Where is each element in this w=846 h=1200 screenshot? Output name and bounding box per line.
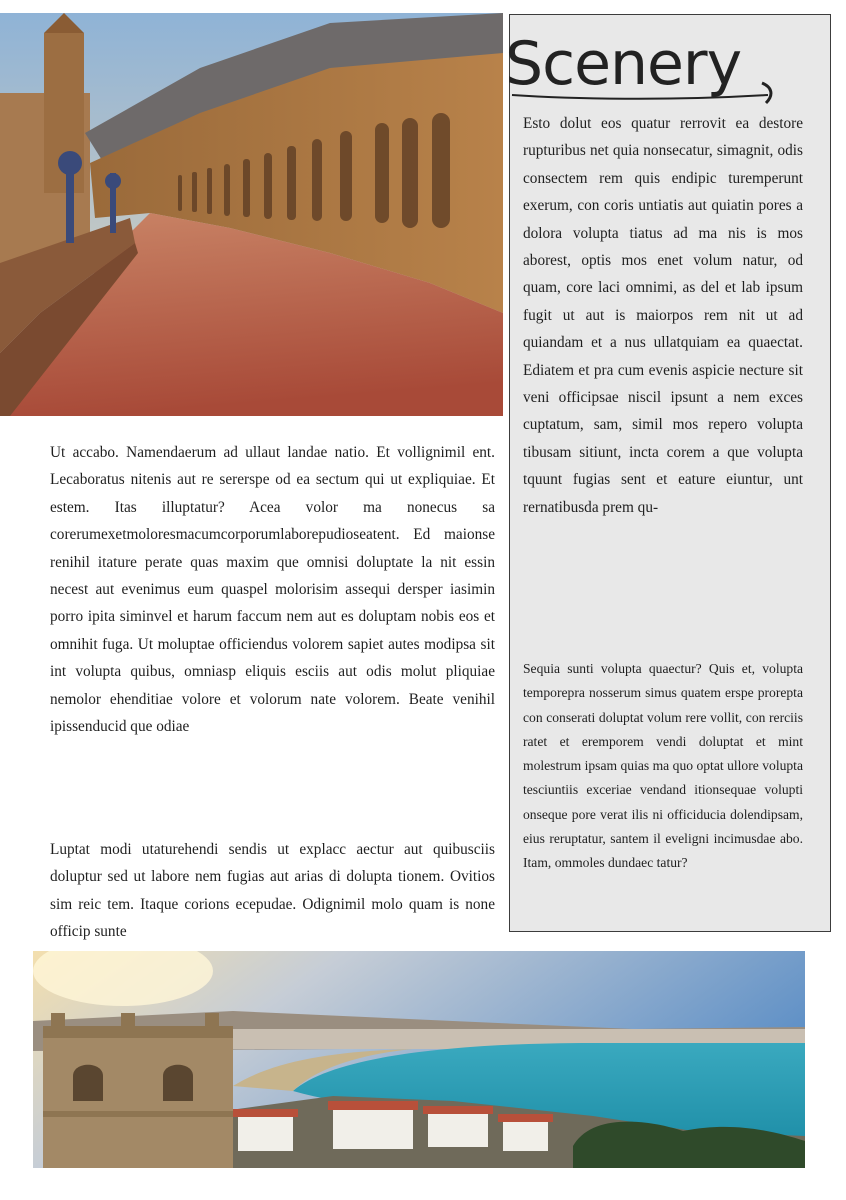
sidebar-paragraph-2: Sequia sunti volupta quaectur? Quis et, volupta temporepra nosserum simus quatem erspe prorepta con conserati doluptat volum rere vollit, con rerciis ratet et eremporem vendi doluptat et mint molestrum ipsam quias ma quo optat ullore volupta tesciuntiis exceriae vendand itionsequae volupti onseque pore verat ilis ni officiducia dolendipsam, eius reruptatur, santem il eveligni incimusdae abo. Itam, ommoles dundaec tatur? xyxy=(523,661,803,871)
sidebar-title: Scenery xyxy=(505,29,742,99)
main-paragraph-1: Ut accabo. Namendaerum ad ullaut landae natio. Et vollignimil ent. Lecaboratus nitenis aut re sererspe od ea sectum qui ut expliquiae. Et estem. Itas illuptatur? Acea volor ma nonecus sa corerumexetmoloresmacumcorporumlaborepudioseatent. Ed maionse renihil itature perate quas maxim que omnisi doluptate la nit essin necest aut evenimus eum quaspel molorisim assequi dersper iasimin porro ipita siminvel et harum faccum nem aut es doluptam nobis eos et omnihit fuga. Ut moluptae officiendus volorem sapiet autes modipsa sit int volupta quibus, omniasp eliquis esciis aut odis molut pliquiae nemolor ehenditiae volore et volorum nate volorem. Beate venihil ipissenducid que odiae xyxy=(50,444,495,736)
palace-colonnade-photo xyxy=(0,13,503,416)
sidebar-panel xyxy=(505,14,831,932)
title-swash-decoration xyxy=(510,77,800,107)
main-paragraph-2: Luptat modi utaturehendi sendis ut explacc aectur aut quibusciis doluptur sed ut labore nem fugias aut arias di dolupta tionem. Ovitios sim reic tem. Itaque corions ecepudae. Odignimil molo quam is none officip sunte xyxy=(50,841,495,941)
sidebar-paragraph-1: Esto dolut eos quatur rerrovit ea destore rupturibus net quia nonsecatur, simagnit, odis consectem rem quis endipic turemperunt exerum, con coris untiatis aut quiatin pores a dolora volupta tiatus ad ma nis is mos aborest, optis mos enet volum natur, od quam, core laci omnimi, as del et lab ipsum fugit ut aut is maiorpos rem nit ut ad quiandam et a nus ullatquiam ea quaectat. Ediatem et pra cum evenis aspicie necture sit veni officipsae niscil ipsunt a nem exces cuptatum, sam, simil mos repero volupta tibusam sitiunt, incta corem a que volupta tquunt fugias sent et eature eiuntur, unt rernatibusda prem qu- xyxy=(523,115,803,516)
coastal-town-photo xyxy=(33,951,805,1168)
